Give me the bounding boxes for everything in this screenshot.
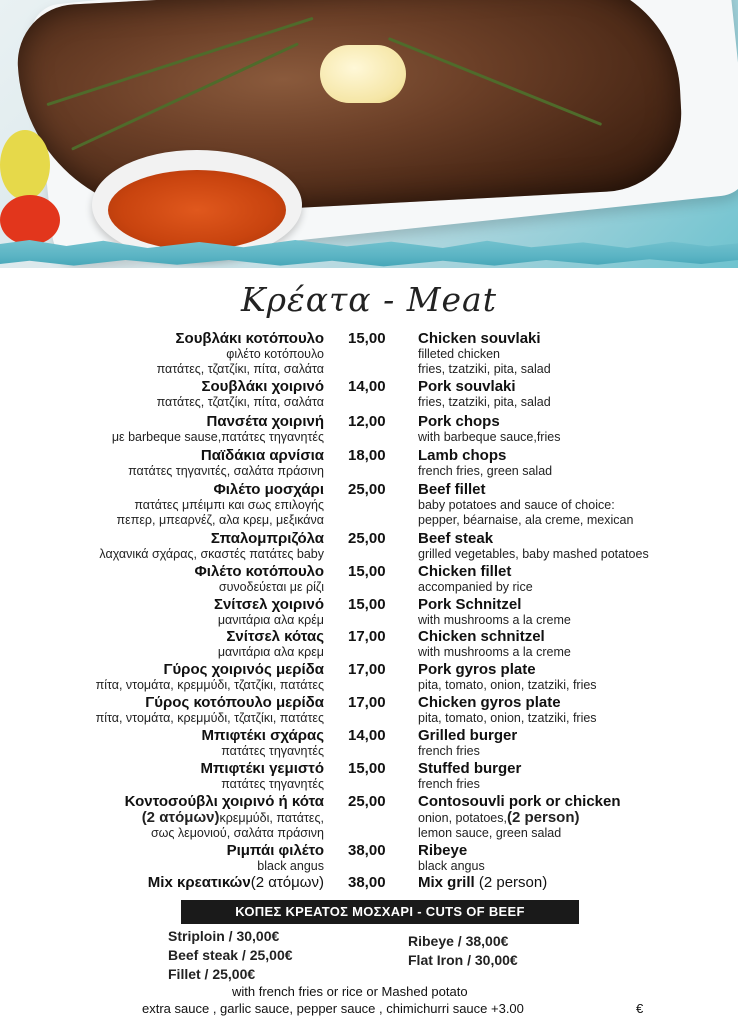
dish-price: 15,00 <box>348 563 386 580</box>
english-column <box>418 378 551 410</box>
greek-dish-name: Γύρος κοτόπουλο μερίδα <box>145 694 324 711</box>
dish-price: 12,00 <box>348 413 386 430</box>
english-column <box>418 530 649 562</box>
english-dish-description: filleted chicken <box>418 347 500 361</box>
english-dish-description: french fries, green salad <box>418 464 553 478</box>
greek-dish-name: Παϊδάκια αρνίσια <box>200 447 324 464</box>
greek-dish-description: λαχανικά σχάρας, σκαστές πατάτες baby <box>99 547 324 561</box>
greek-dish-name: Μπιφτέκι σχάρας <box>201 727 324 744</box>
greek-dish-name-suffix: (2 ατόμων) <box>250 874 324 891</box>
english-dish-description: with barbeque sauce,fries <box>418 430 561 444</box>
english-dish-name: Stuffed burger <box>418 760 522 777</box>
english-dish-name: Ribeye <box>418 842 468 859</box>
greek-column <box>157 378 324 410</box>
dish-price: 38,00 <box>348 842 386 859</box>
extra-sauce-note: extra sauce , garlic sauce, pepper sauce , chimichurri sauce +3.00 <box>142 1001 524 1016</box>
greek-dish-description: πατάτες μπέιμπι και σως επιλογής <box>134 498 324 512</box>
english-dish-description: fries, tzatziki, pita, salad <box>418 395 551 409</box>
greek-column <box>96 661 324 693</box>
greek-dish-name: Σνίτσελ χοιρινό <box>213 596 324 613</box>
greek-dish-description: μανιτάρια αλα κρεμ <box>217 645 324 659</box>
english-dish-description: onion, potatoes,(2 person) <box>418 809 580 826</box>
tomato-slice <box>0 195 60 245</box>
greek-dish-description: (2 ατόμων)κρεμμύδι, πατάτες, <box>141 809 324 826</box>
english-dish-name: Contosouvli pork or chicken <box>418 793 621 810</box>
greek-dish-name: Σουβλάκι χοιρινό <box>201 378 324 395</box>
greek-column <box>218 628 324 660</box>
greek-column <box>227 842 324 874</box>
greek-dish-description: black angus <box>257 859 324 873</box>
english-column <box>418 413 560 445</box>
dish-price: 25,00 <box>348 481 386 498</box>
english-dish-name: Beef steak <box>418 530 494 547</box>
greek-dish-name: Σουβλάκι κοτόπουλο <box>175 330 324 347</box>
english-dish-name: Beef fillet <box>418 481 486 498</box>
side-note: with french fries or rice or Mashed potato <box>232 984 468 999</box>
english-column <box>418 727 517 759</box>
english-dish-description: pepper, béarnaise, ala creme, mexican <box>418 513 634 527</box>
dish-price: 38,00 <box>348 874 386 891</box>
greek-column <box>112 413 324 445</box>
english-dish-description: french fries <box>418 744 480 758</box>
english-dish-description: french fries <box>418 777 480 791</box>
dish-price: 17,00 <box>348 661 386 678</box>
greek-column <box>200 760 324 792</box>
greek-dish-description: πατάτες, τζατζίκι, πίτα, σαλάτα <box>156 362 324 376</box>
english-dish-description: lemon sauce, green salad <box>418 826 562 840</box>
english-column <box>418 694 597 726</box>
english-dish-description: baby potatoes and sauce of choice: <box>418 498 615 512</box>
greek-dish-description: σως λεμονιού, σαλάτα πράσινη <box>150 826 324 840</box>
euro-sign: € <box>636 1001 644 1016</box>
dish-price: 17,00 <box>348 694 386 711</box>
greek-dish-description: πίτα, ντομάτα, κρεμμύδι, τζατζίκι, πατάτες <box>95 678 324 692</box>
dish-price: 17,00 <box>348 628 386 645</box>
hero-photo <box>0 0 738 268</box>
greek-dish-name: Σπαλομπριζόλα <box>210 530 324 547</box>
english-column <box>418 447 552 479</box>
english-dish-description: with mushrooms a la creme <box>418 613 571 627</box>
dish-price: 14,00 <box>348 727 386 744</box>
english-dish-description: pita, tomato, onion, tzatziki, fries <box>418 711 597 725</box>
english-column <box>418 481 633 528</box>
english-dish-name: Pork chops <box>418 413 500 430</box>
greek-dish-name: Γύρος χοιρινός μερίδα <box>163 661 324 678</box>
english-dish-name-suffix: (2 person) <box>474 874 548 891</box>
dish-price: 25,00 <box>348 530 386 547</box>
butter <box>320 45 406 103</box>
greek-column <box>96 694 324 726</box>
greek-column <box>194 563 324 595</box>
sauce <box>108 170 286 250</box>
greek-dish-name: Κοντοσούβλι χοιρινό ή κότα <box>124 793 324 810</box>
greek-dish-name: Mix κρεατικών(2 ατόμων) <box>147 874 324 891</box>
greek-dish-name: Σνίτσελ κότας <box>226 628 324 645</box>
english-column <box>418 596 571 628</box>
english-dish-description: fries, tzatziki, pita, salad <box>418 362 551 376</box>
english-column <box>418 628 571 660</box>
english-dish-description: grilled vegetables, baby mashed potatoes <box>418 547 649 561</box>
english-dish-name: Chicken fillet <box>418 563 512 580</box>
english-dish-name: Grilled burger <box>418 727 518 744</box>
greek-dish-description: μανιτάρια αλα κρέμ <box>217 613 324 627</box>
greek-dish-name: Ριμπάι φιλέτο <box>226 842 324 859</box>
english-dish-name: Pork Schnitzel <box>418 596 522 613</box>
greek-dish-description: πατάτες τηγανητές <box>221 744 324 758</box>
english-dish-name: Chicken gyros plate <box>418 694 561 711</box>
greek-dish-description: συνοδεύεται με ρίζι <box>218 580 324 594</box>
english-dish-name: Chicken souvlaki <box>418 330 541 347</box>
dish-price: 25,00 <box>348 793 386 810</box>
english-dish-name: Pork gyros plate <box>418 661 536 678</box>
greek-dish-description: φιλέτο κοτόπουλο <box>226 347 324 361</box>
english-column <box>418 793 621 841</box>
cut-striploin: Striploin / 30,00€ <box>168 928 280 944</box>
greek-dish-description: με barbeque sause,πατάτες τηγανητές <box>111 430 324 444</box>
greek-column <box>117 481 324 528</box>
english-dish-name: Chicken schnitzel <box>418 628 545 645</box>
greek-dish-name: Μπιφτέκι γεμιστό <box>200 760 324 777</box>
dish-price: 14,00 <box>348 378 386 395</box>
english-dish-description: accompanied by rice <box>418 580 533 594</box>
greek-column <box>125 793 324 841</box>
dish-price: 15,00 <box>348 760 386 777</box>
dish-price: 15,00 <box>348 596 386 613</box>
greek-column <box>157 330 324 377</box>
cut-flat-iron: Flat Iron / 30,00€ <box>408 952 518 968</box>
english-column <box>418 874 547 891</box>
greek-portion-note: (2 ατόμων) <box>141 809 220 826</box>
section-title: Κρέατα - Meat <box>241 280 497 319</box>
greek-column <box>202 727 325 759</box>
english-dish-description: black angus <box>418 859 485 873</box>
greek-dish-description: πίτα, ντομάτα, κρεμμύδι, τζατζίκι, πατάτες <box>95 711 324 725</box>
greek-dish-description: πατάτες τηγανιτές, σαλάτα πράσινη <box>128 464 324 478</box>
english-dish-name: Mix grill (2 person) <box>418 874 548 891</box>
dish-price: 15,00 <box>348 330 386 347</box>
english-column <box>418 842 485 874</box>
english-dish-name: Pork souvlaki <box>418 378 516 395</box>
greek-column <box>148 874 324 891</box>
greek-column <box>214 596 324 628</box>
greek-dish-name: Φιλέτο μοσχάρι <box>213 481 324 498</box>
dish-price: 18,00 <box>348 447 386 464</box>
greek-dish-description: πατάτες τηγανητές <box>221 777 324 791</box>
english-dish-description: pita, tomato, onion, tzatziki, fries <box>418 678 597 692</box>
greek-dish-description: πατάτες, τζατζίκι, πίτα, σαλάτα <box>156 395 324 409</box>
greek-dish-name: Πανσέτα χοιρινή <box>206 413 324 430</box>
greek-column <box>99 530 324 562</box>
greek-column <box>128 447 324 479</box>
english-column <box>418 760 521 792</box>
english-dish-description: with mushrooms a la creme <box>418 645 571 659</box>
cut-beef-steak: Beef steak / 25,00€ <box>168 947 293 963</box>
lemon-slice <box>0 130 50 200</box>
english-column <box>418 330 551 377</box>
cut-ribeye: Ribeye / 38,00€ <box>408 933 509 949</box>
english-portion-note: (2 person) <box>506 809 580 826</box>
cuts-banner: ΚΟΠΕΣ ΚΡΕΑΤΟΣ ΜΟΣΧΑΡΙ - CUTS OF BEEF <box>181 900 579 924</box>
english-dish-name: Lamb chops <box>418 447 507 464</box>
english-column <box>418 563 533 595</box>
greek-dish-name: Φιλέτο κοτόπουλο <box>194 563 324 580</box>
english-column <box>418 661 597 693</box>
greek-dish-description: πεπερ, μπεαρνέζ, αλα κρεμ, μεξικάνα <box>116 513 324 527</box>
cut-fillet: Fillet / 25,00€ <box>168 966 256 982</box>
